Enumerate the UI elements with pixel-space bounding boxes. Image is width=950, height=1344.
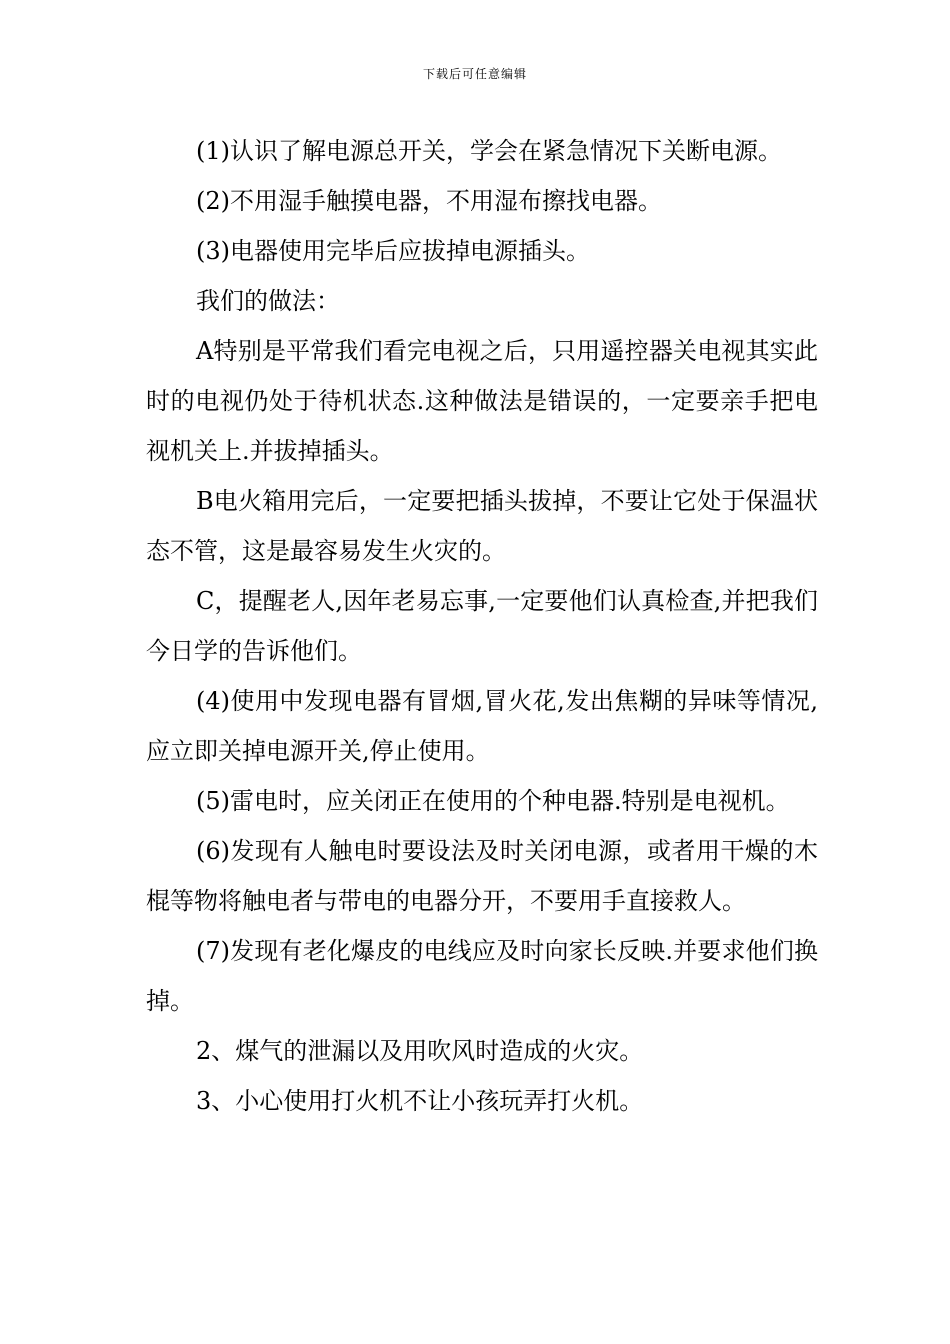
paragraph-7: C，提醒老人,因年老易忘事,一定要他们认真检查,并把我们今日学的告诉他们。 bbox=[146, 587, 818, 665]
paragraph-2: (2)不用湿手触摸电器，不用湿布擦找电器。 bbox=[196, 187, 662, 215]
paragraph-1: (1)认识了解电源总开关，学会在紧急情况下关断电源。 bbox=[196, 137, 782, 165]
paragraph-11: (7)发现有老化爆皮的电线应及时向家长反映.并要求他们换掉。 bbox=[146, 937, 818, 1015]
paragraph-12: 2、煤气的泄漏以及用吹风时造成的火灾。 bbox=[196, 1037, 644, 1065]
paragraph-5: A特别是平常我们看完电视之后，只用遥控器关电视其实此时的电视仍处于待机状态.这种做法是错误的，一定要亲手把电视机关上.并拔掉插头。 bbox=[146, 337, 818, 465]
paragraph-4: 我们的做法： bbox=[196, 287, 340, 315]
paragraph-9: (5)雷电时，应关闭正在使用的个种电器.特别是电视机。 bbox=[196, 787, 790, 815]
paragraph-8: (4)使用中发现电器有冒烟,冒火花,发出焦糊的异味等情况,应立即关掉电源开关,停止使用。 bbox=[146, 687, 818, 765]
page-header: 下载后可任意编辑 bbox=[422, 67, 527, 81]
paragraph-3: (3)电器使用完毕后应拔掉电源插头。 bbox=[196, 237, 590, 265]
paragraph-10: (6)发现有人触电时要设法及时关闭电源，或者用干燥的木棍等物将触电者与带电的电器分开，不要用手直接救人。 bbox=[146, 837, 818, 915]
paragraph-13: 3、小心使用打火机不让小孩玩弄打火机。 bbox=[196, 1087, 644, 1115]
document-body bbox=[146, 126, 818, 1126]
paragraph-6: B电火箱用完后，一定要把插头拔掉，不要让它处于保温状态不管，这是最容易发生火灾的。 bbox=[146, 487, 818, 565]
